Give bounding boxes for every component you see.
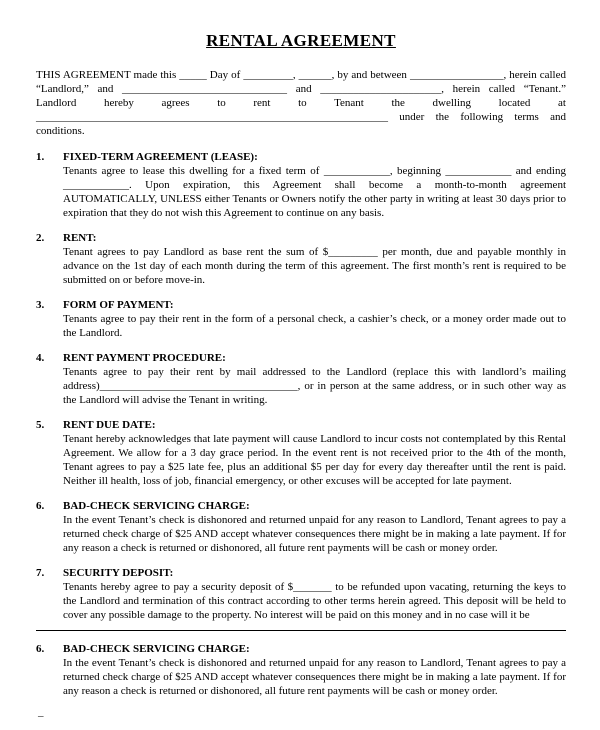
section-body: Tenants agree to pay their rent in the form of a personal check, a cashier’s check, or a money order made out to the Landlord. bbox=[63, 313, 566, 339]
section-number: 6. bbox=[36, 500, 45, 512]
section-fixed-term-agreement bbox=[36, 150, 566, 220]
section-body: Tenants hereby agree to pay a security deposit of $_______ to be refunded upon vacating, returning the keys to the Landlord and termination of this contract according to other terms herein agreed. This deposit will be held to cover any possible damage to the property. No interest will be paid on this money and in no case will it be bbox=[63, 581, 566, 621]
page-divider bbox=[36, 630, 566, 631]
section-bad-check-servicing-charge-page2 bbox=[36, 642, 566, 698]
section-bad-check-servicing-charge bbox=[36, 499, 566, 555]
section-body: In the event Tenant’s check is dishonored and returned unpaid for any reason to Landlord, Tenant agrees to pay a returned check charge of $25 AND accept whatever consequences there might be in making a late payment. If for any reason a check is returned or dishonored, all future rent payments will be cash or money order. bbox=[63, 657, 566, 697]
section-number: 1. bbox=[36, 151, 45, 163]
section-heading: FIXED-TERM AGREEMENT (LEASE): bbox=[63, 151, 258, 163]
section-number: 4. bbox=[36, 352, 45, 364]
document-title: RENTAL AGREEMENT bbox=[206, 31, 396, 50]
section-heading: BAD-CHECK SERVICING CHARGE: bbox=[63, 643, 250, 655]
section-rent bbox=[36, 231, 566, 287]
section-heading: SECURITY DEPOSIT: bbox=[63, 567, 174, 579]
section-heading: BAD-CHECK SERVICING CHARGE: bbox=[63, 500, 250, 512]
section-number: 5. bbox=[36, 419, 45, 431]
section-number: 6. bbox=[36, 643, 45, 655]
section-heading: FORM OF PAYMENT: bbox=[63, 299, 174, 311]
section-rent-due-date bbox=[36, 418, 566, 488]
section-body: In the event Tenant’s check is dishonored and returned unpaid for any reason to Landlord, Tenant agrees to pay a returned check charge of $25 AND accept whatever consequences there might be in making a late payment. If for any reason a check is returned or dishonored, all future rent payments will be cash or money order. bbox=[63, 514, 566, 554]
section-number: 2. bbox=[36, 232, 45, 244]
section-security-deposit bbox=[36, 566, 566, 622]
section-number: 3. bbox=[36, 299, 45, 311]
intro-paragraph: THIS AGREEMENT made this _____ Day of _________, ______, by and between _________________, herein called “Landlord,” and ______________________________ and ______________________, herein called “Tenant.” Landlord hereby agrees to rent to Tenant the dwelling located at ________________________________________________________________ under the following terms and conditions. bbox=[36, 69, 566, 137]
section-body: Tenants agree to lease this dwelling for a fixed term of ____________, beginning ____________ and ending ____________. Upon expiration, this Agreement shall become a month-to-month agreement AUTOMATICALLY, UNLESS either Tenants or Owners notify the other party in writing at least 30 days prior to expiration that they do not wish this Agreement to continue on any basis. bbox=[63, 165, 566, 219]
section-rent-payment-procedure bbox=[36, 351, 566, 407]
section-heading: RENT: bbox=[63, 232, 97, 244]
section-heading: RENT DUE DATE: bbox=[63, 419, 156, 431]
section-body: Tenant hereby acknowledges that late payment will cause Landlord to incur costs not contemplated by this Rental Agreement. We allow for a 3 day grace period. In the event rent is not received prior to the 4th of the month, Tenant agrees to pay a $25 late fee, plus an additional $5 per day for every day thereafter until the rent is paid. Neither ill health, loss of job, financial emergency, or other excuses will be accepted for late payment. bbox=[63, 433, 566, 487]
section-body: Tenant agrees to pay Landlord as base rent the sum of $_________ per month, due and payable monthly in advance on the 1st day of each month during the term of this agreement. The first month’s rent is required to be submitted on or before move-in. bbox=[63, 246, 566, 286]
section-number: 7. bbox=[36, 567, 45, 579]
sections-list bbox=[36, 150, 566, 622]
footer-dash-mark: – bbox=[38, 710, 44, 722]
section-body: Tenants agree to pay their rent by mail addressed to the Landlord (replace this with landlord’s mailing address)____________________________________, or in person at the same address, or in such other way as the Landlord will advise the Tenant in writing. bbox=[63, 366, 566, 406]
section-heading: RENT PAYMENT PROCEDURE: bbox=[63, 352, 226, 364]
section-form-of-payment bbox=[36, 298, 566, 340]
